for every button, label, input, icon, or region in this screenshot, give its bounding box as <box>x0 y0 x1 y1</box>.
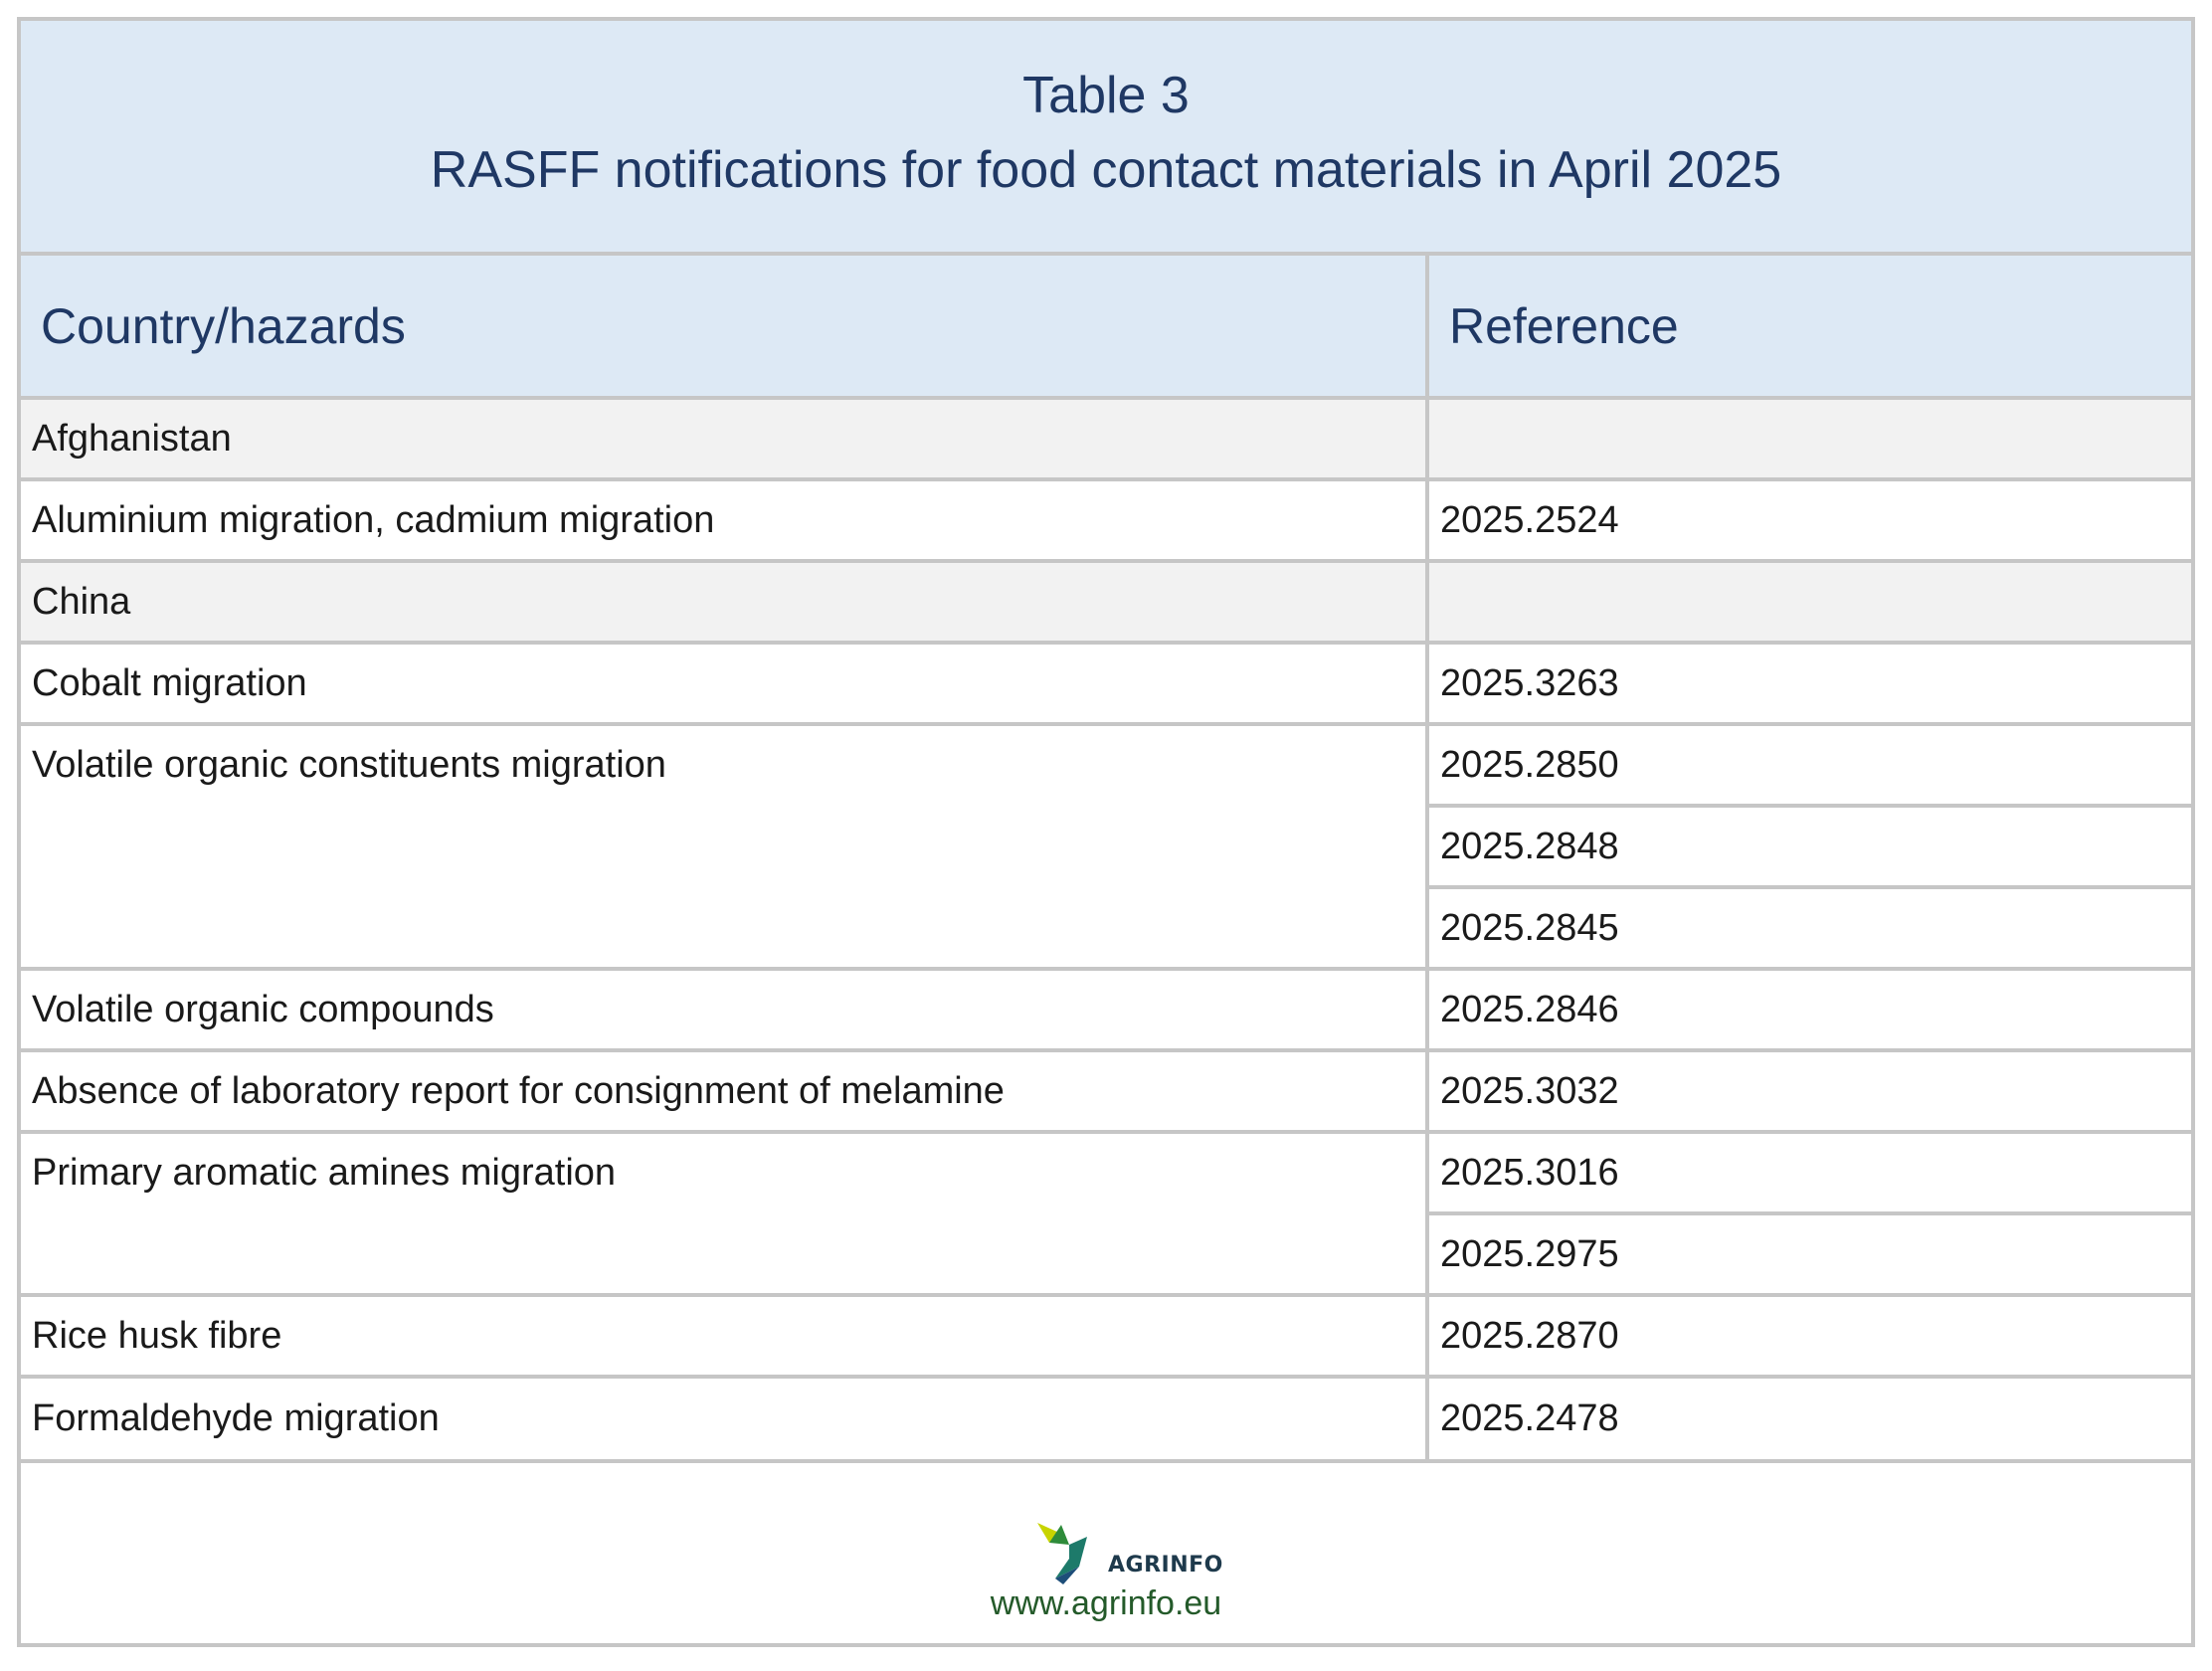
hazard-cell: Primary aromatic amines migration <box>21 1134 1425 1293</box>
country-row-afghanistan: Afghanistan <box>21 400 1425 477</box>
reference-cell: 2025.2870 <box>1429 1297 2191 1375</box>
reference-cell: 2025.3016 <box>1429 1134 2191 1211</box>
reference-cell: 2025.2848 <box>1429 808 2191 885</box>
hazard-cell: Aluminium migration, cadmium migration <box>21 481 1425 559</box>
column-header-reference: Reference <box>1429 256 2191 396</box>
footer-url[interactable]: www.agrinfo.eu <box>990 1584 1222 1622</box>
agrinfo-logo <box>1035 1515 1223 1586</box>
hazard-cell: Volatile organic compounds <box>21 971 1425 1048</box>
hazard-cell: Cobalt migration <box>21 645 1425 722</box>
reference-cell: 2025.2478 <box>1429 1379 2191 1459</box>
reference-cell: 2025.2524 <box>1429 481 2191 559</box>
agrinfo-logo-mark <box>1035 1515 1115 1586</box>
hazard-cell: Formaldehyde migration <box>21 1379 1425 1459</box>
reference-cell: 2025.2975 <box>1429 1215 2191 1293</box>
reference-cell: 2025.2845 <box>1429 889 2191 967</box>
table-frame <box>17 17 2195 1647</box>
reference-cell: 2025.2850 <box>1429 726 2191 804</box>
reference-cell <box>1429 563 2191 641</box>
reference-cell: 2025.2846 <box>1429 971 2191 1048</box>
table-title-block <box>21 21 2191 252</box>
reference-cell <box>1429 400 2191 477</box>
reference-cell: 2025.3032 <box>1429 1052 2191 1130</box>
hazard-cell: Absence of laboratory report for consignment of melamine <box>21 1052 1425 1130</box>
country-row-china: China <box>21 563 1425 641</box>
hazard-cell: Volatile organic constituents migration <box>21 726 1425 967</box>
reference-cell: 2025.3263 <box>1429 645 2191 722</box>
table-number: Table 3 <box>1022 67 1190 124</box>
table-footer <box>21 1463 2191 1643</box>
hazard-cell: Rice husk fibre <box>21 1297 1425 1375</box>
agrinfo-logo-text: AGRINFO <box>1108 1553 1223 1578</box>
column-header-hazards: Country/hazards <box>21 256 1425 396</box>
table-title: RASFF notifications for food contact materials in April 2025 <box>430 141 1782 199</box>
